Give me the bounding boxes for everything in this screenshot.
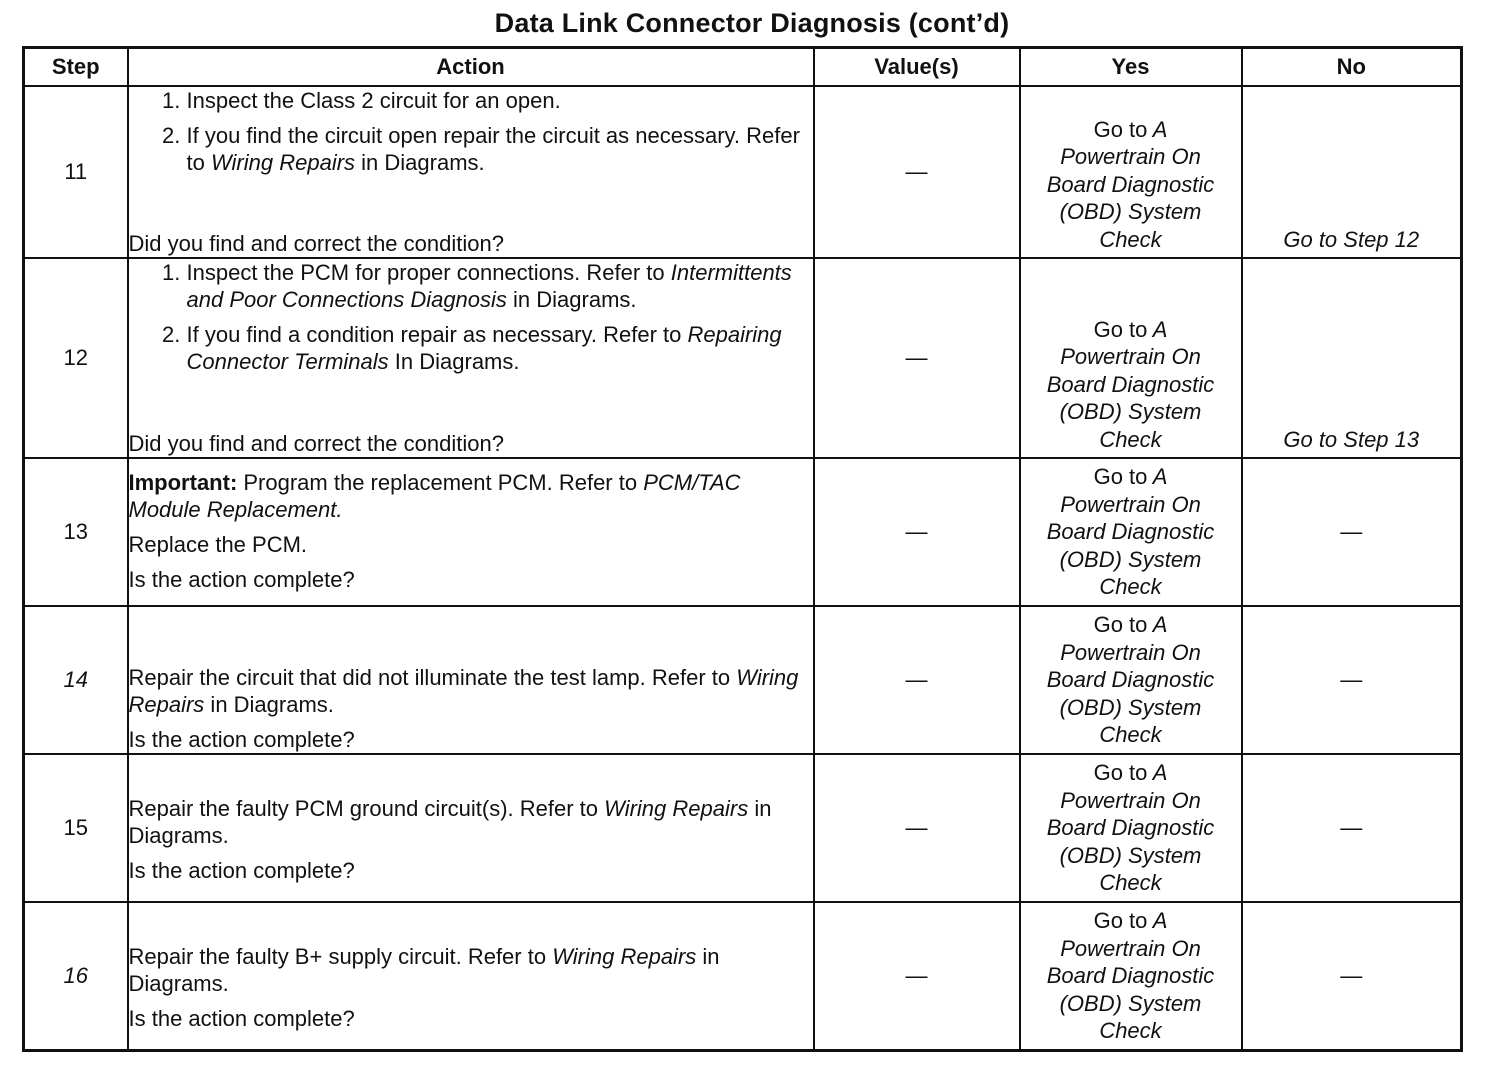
action-text: Repair the faulty B+ supply circuit. Refer to Wiring Repairs in Diagrams. <box>128 944 720 996</box>
table-row <box>24 754 1462 902</box>
action-cell <box>128 86 814 258</box>
action-cell <box>128 258 814 458</box>
action-text: Important: Program the replacement PCM. Refer to PCM/TAC Module Replacement. <box>128 470 741 522</box>
action-item: 1. Inspect the PCM for proper connections. Refer to Intermittents and Poor Connections Diagnosis in Diagrams. <box>187 259 813 313</box>
header-yes: Yes <box>1020 48 1242 87</box>
action-item: 2. If you find the circuit open repair the circuit as necessary. Refer to Wiring Repairs in Diagrams. <box>187 122 813 176</box>
action-question: Is the action complete? <box>128 1006 355 1031</box>
table-row <box>24 902 1462 1050</box>
action-question: Did you find and correct the condition? <box>128 231 504 256</box>
no-cell: Go to Step 13 <box>1242 258 1462 458</box>
yes-cell: Go to A Powertrain On Board Diagnostic (OBD) System Check <box>1020 458 1242 606</box>
step-number: 14 <box>24 606 128 754</box>
reference-link: PCM/TAC Module Replacement. <box>128 470 741 522</box>
yes-cell: Go to A Powertrain On Board Diagnostic (OBD) System Check <box>1020 606 1242 754</box>
step-number: 15 <box>24 754 128 902</box>
action-text: Repair the faulty PCM ground circuit(s). Refer to Wiring Repairs in Diagrams. <box>128 796 772 848</box>
header-step: Step <box>24 48 128 87</box>
value-cell: — <box>814 606 1020 754</box>
value-cell: — <box>814 458 1020 606</box>
header-values: Value(s) <box>814 48 1020 87</box>
table-row <box>24 258 1462 458</box>
action-item: 2. If you find a condition repair as necessary. Refer to Repairing Connector Terminals In Diagrams. <box>187 321 813 375</box>
action-question: Did you find and correct the condition? <box>128 431 504 456</box>
header-action: Action <box>128 48 814 87</box>
step-number: 11 <box>24 86 128 258</box>
reference-link: Wiring Repairs <box>552 944 697 969</box>
value-cell: — <box>814 258 1020 458</box>
no-cell: — <box>1242 902 1462 1050</box>
value-cell: — <box>814 902 1020 1050</box>
yes-cell: Go to A Powertrain On Board Diagnostic (OBD) System Check <box>1020 86 1242 258</box>
action-text: Replace the PCM. <box>128 532 308 557</box>
no-cell: — <box>1242 754 1462 902</box>
table-row <box>24 458 1462 606</box>
value-cell: — <box>814 754 1020 902</box>
no-cell: — <box>1242 606 1462 754</box>
important-label: Important: <box>128 470 238 495</box>
no-cell: — <box>1242 458 1462 606</box>
yes-cell: Go to A Powertrain On Board Diagnostic (OBD) System Check <box>1020 754 1242 902</box>
action-question: Is the action complete? <box>128 727 355 752</box>
step-number: 13 <box>24 458 128 606</box>
table-header-row <box>24 48 1462 87</box>
action-item: 1. Inspect the Class 2 circuit for an open. <box>187 87 813 114</box>
value-cell: — <box>814 86 1020 258</box>
yes-cell: Go to A Powertrain On Board Diagnostic (OBD) System Check <box>1020 902 1242 1050</box>
yes-cell: Go to A Powertrain On Board Diagnostic (OBD) System Check <box>1020 258 1242 458</box>
reference-link: Wiring Repairs <box>604 796 749 821</box>
page-title: Data Link Connector Diagnosis (cont’d) <box>494 8 1010 38</box>
diagnosis-table <box>22 46 1463 1052</box>
action-question: Is the action complete? <box>128 567 355 592</box>
action-cell <box>128 754 814 902</box>
action-text: Repair the circuit that did not illuminate the test lamp. Refer to Wiring Repairs in Diagrams. <box>128 665 799 717</box>
action-question: Is the action complete? <box>128 858 355 883</box>
reference-link: Intermittents and Poor Connections Diagnosis <box>186 260 792 312</box>
step-number: 12 <box>24 258 128 458</box>
action-cell <box>128 458 814 606</box>
action-cell <box>128 902 814 1050</box>
no-cell: Go to Step 12 <box>1242 86 1462 258</box>
action-cell <box>128 606 814 754</box>
header-no: No <box>1242 48 1462 87</box>
step-number: 16 <box>24 902 128 1050</box>
reference-link: Wiring Repairs <box>210 150 356 175</box>
reference-link: Repairing Connector Terminals <box>186 322 782 374</box>
table-row <box>24 606 1462 754</box>
reference-link: Wiring Repairs <box>128 665 799 717</box>
table-row <box>24 86 1462 258</box>
